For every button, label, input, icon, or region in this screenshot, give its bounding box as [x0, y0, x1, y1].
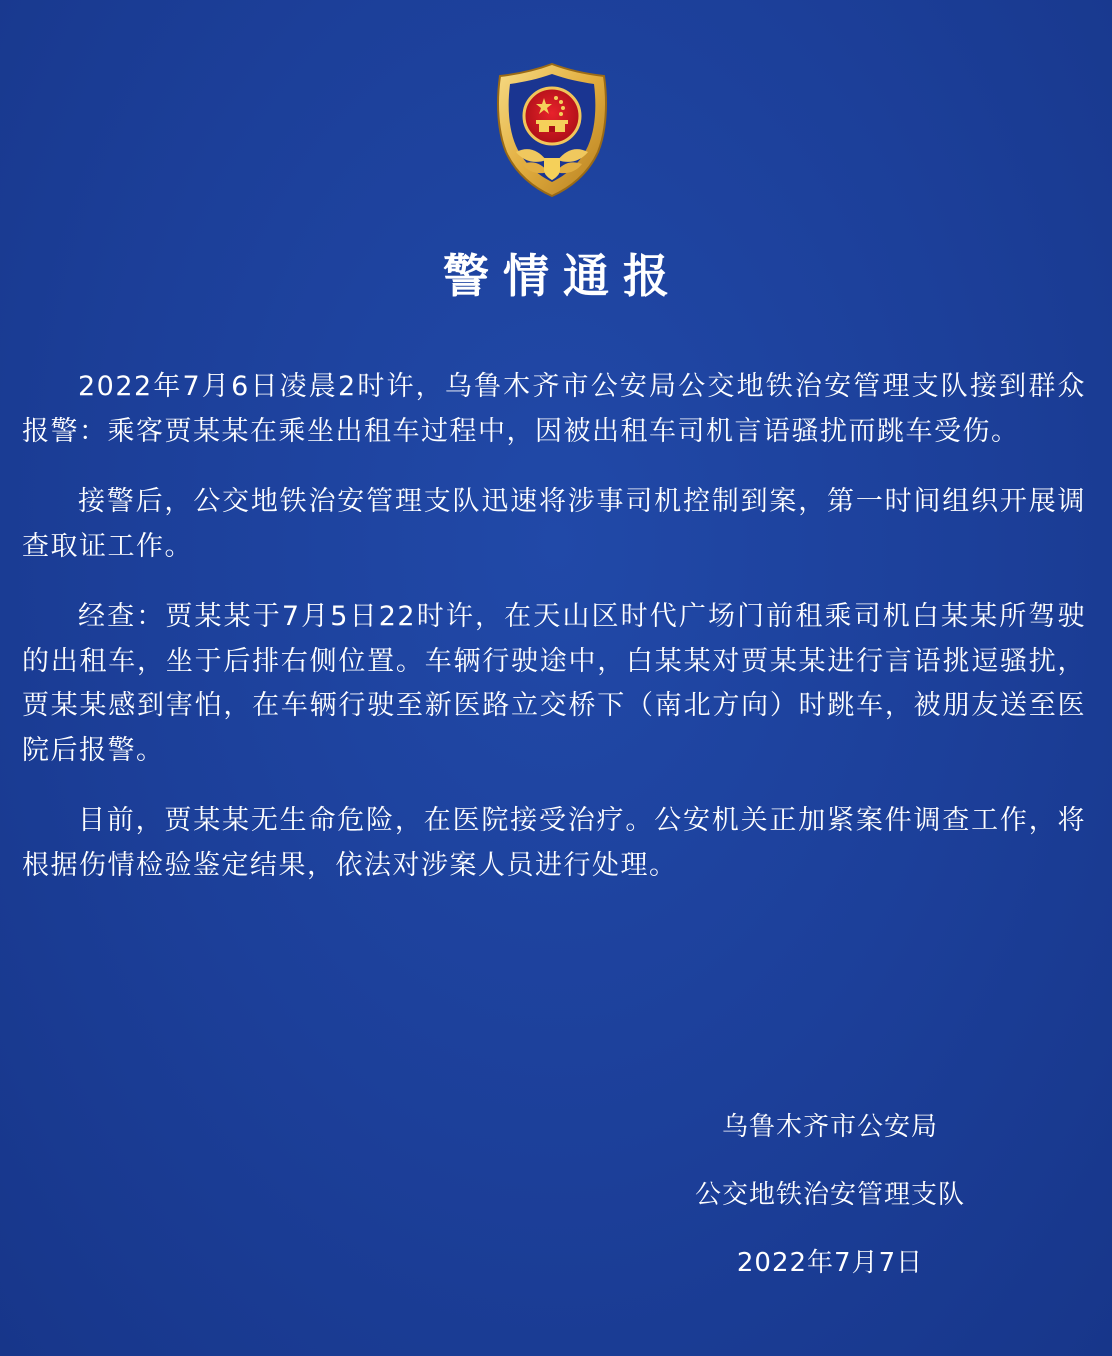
- notice-body: [22, 365, 1086, 914]
- paragraph-current-status: 目前，贾某某无生命危险，在医院接受治疗。公安机关正加紧案件调查工作，将根据伤情检验鉴定结果，依法对涉案人员进行处理。: [22, 805, 1086, 881]
- signature-department: 公交地铁治安管理支队: [694, 1180, 965, 1210]
- notice-title: 警情通报: [443, 249, 683, 303]
- police-emblem-icon: [486, 60, 618, 200]
- paragraph-investigation: 经查：贾某某于7月5日22时许，在天山区时代广场门前租乘司机白某某所驾驶的出租车，坐于后排右侧位置。车辆行驶途中，白某某对贾某某进行言语挑逗骚扰，贾某某感到害怕，在车辆行驶至新医路立交桥下（南北方向）时跳车，被朋友送至医院后报警。: [22, 601, 1086, 766]
- paragraph-response: 接警后，公交地铁治安管理支队迅速将涉事司机控制到案，第一时间组织开展调查取证工作。: [22, 486, 1086, 562]
- signature-date: 2022年7月7日: [736, 1248, 924, 1278]
- signature-issuer: 乌鲁木齐市公安局: [721, 1112, 938, 1142]
- paragraph-report: 2022年7月6日凌晨2时许，乌鲁木齐市公安局公交地铁治安管理支队接到群众报警：乘客贾某某在乘坐出租车过程中，因被出租车司机言语骚扰而跳车受伤。: [22, 371, 1086, 447]
